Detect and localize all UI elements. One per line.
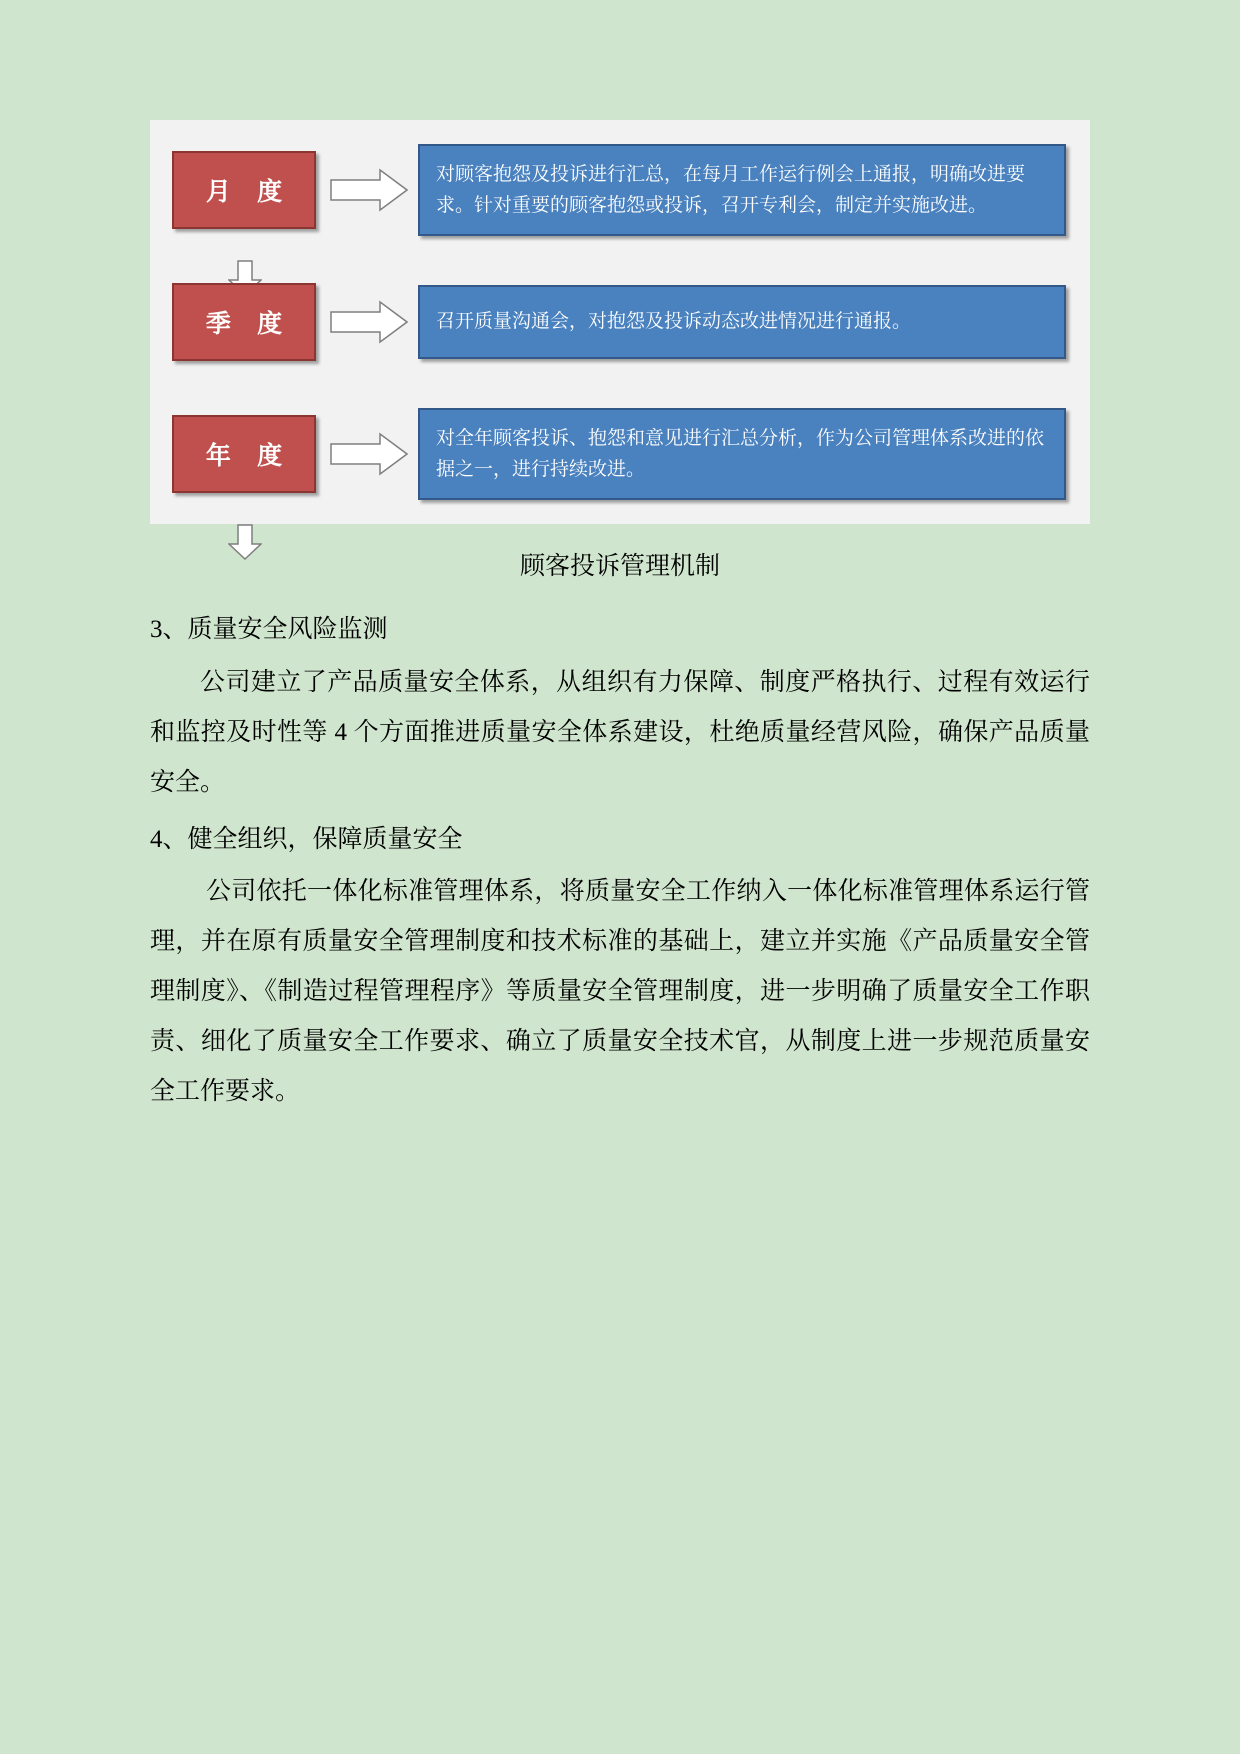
arrow-right-icon — [330, 432, 408, 476]
stage-label-quarterly: 季 度 — [172, 283, 316, 361]
section-heading-4: 4、健全组织，保障质量安全 — [150, 825, 463, 853]
section-heading-3: 3、质量安全风险监测 — [150, 616, 388, 643]
figure-row-quarterly — [172, 274, 1066, 370]
stage-label-annual: 年 度 — [172, 415, 316, 493]
arrow-right-icon — [330, 300, 408, 344]
figure-caption: 顾客投诉管理机制 — [519, 553, 720, 580]
body-text — [150, 606, 1090, 1117]
complaint-management-figure — [150, 120, 1090, 524]
stage-label-monthly: 月 度 — [172, 151, 316, 229]
figure-row-annual — [172, 406, 1066, 502]
section-paragraph-4: 公司依托一体化标准管理体系，将质量安全工作纳入一体化标准管理体系运行管理，并在原有质量安全管理制度和技术标准的基础上，建立并实施《产品质量安全管理制度》、《制造过程管理程序》等质量安全管理制度，进一步明确了质量安全工作职责、细化了质量安全工作要求、确立了质量安全技术官，从制度上进一步规范质量安全工作要求。 — [150, 878, 1090, 1105]
stage-text-annual: 对全年顾客投诉、抱怨和意见进行汇总分析，作为公司管理体系改进的依据之一，进行持续改进。 — [418, 408, 1066, 500]
stage-text-quarterly: 召开质量沟通会，对抱怨及投诉动态改进情况进行通报。 — [418, 285, 1066, 359]
stage-text-monthly: 对顾客抱怨及投诉进行汇总，在每月工作运行例会上通报，明确改进要求。针对重要的顾客抱怨或投诉，召开专利会，制定并实施改进。 — [418, 144, 1066, 236]
figure-row-monthly — [172, 142, 1066, 238]
section-paragraph-3: 公司建立了产品质量安全体系，从组织有力保障、制度严格执行、过程有效运行和监控及时性等 4 个方面推进质量安全体系建设，杜绝质量经营风险，确保产品质量安全。 — [150, 668, 1090, 796]
arrow-right-icon — [330, 168, 408, 212]
arrow-down-icon-2 — [228, 524, 262, 560]
